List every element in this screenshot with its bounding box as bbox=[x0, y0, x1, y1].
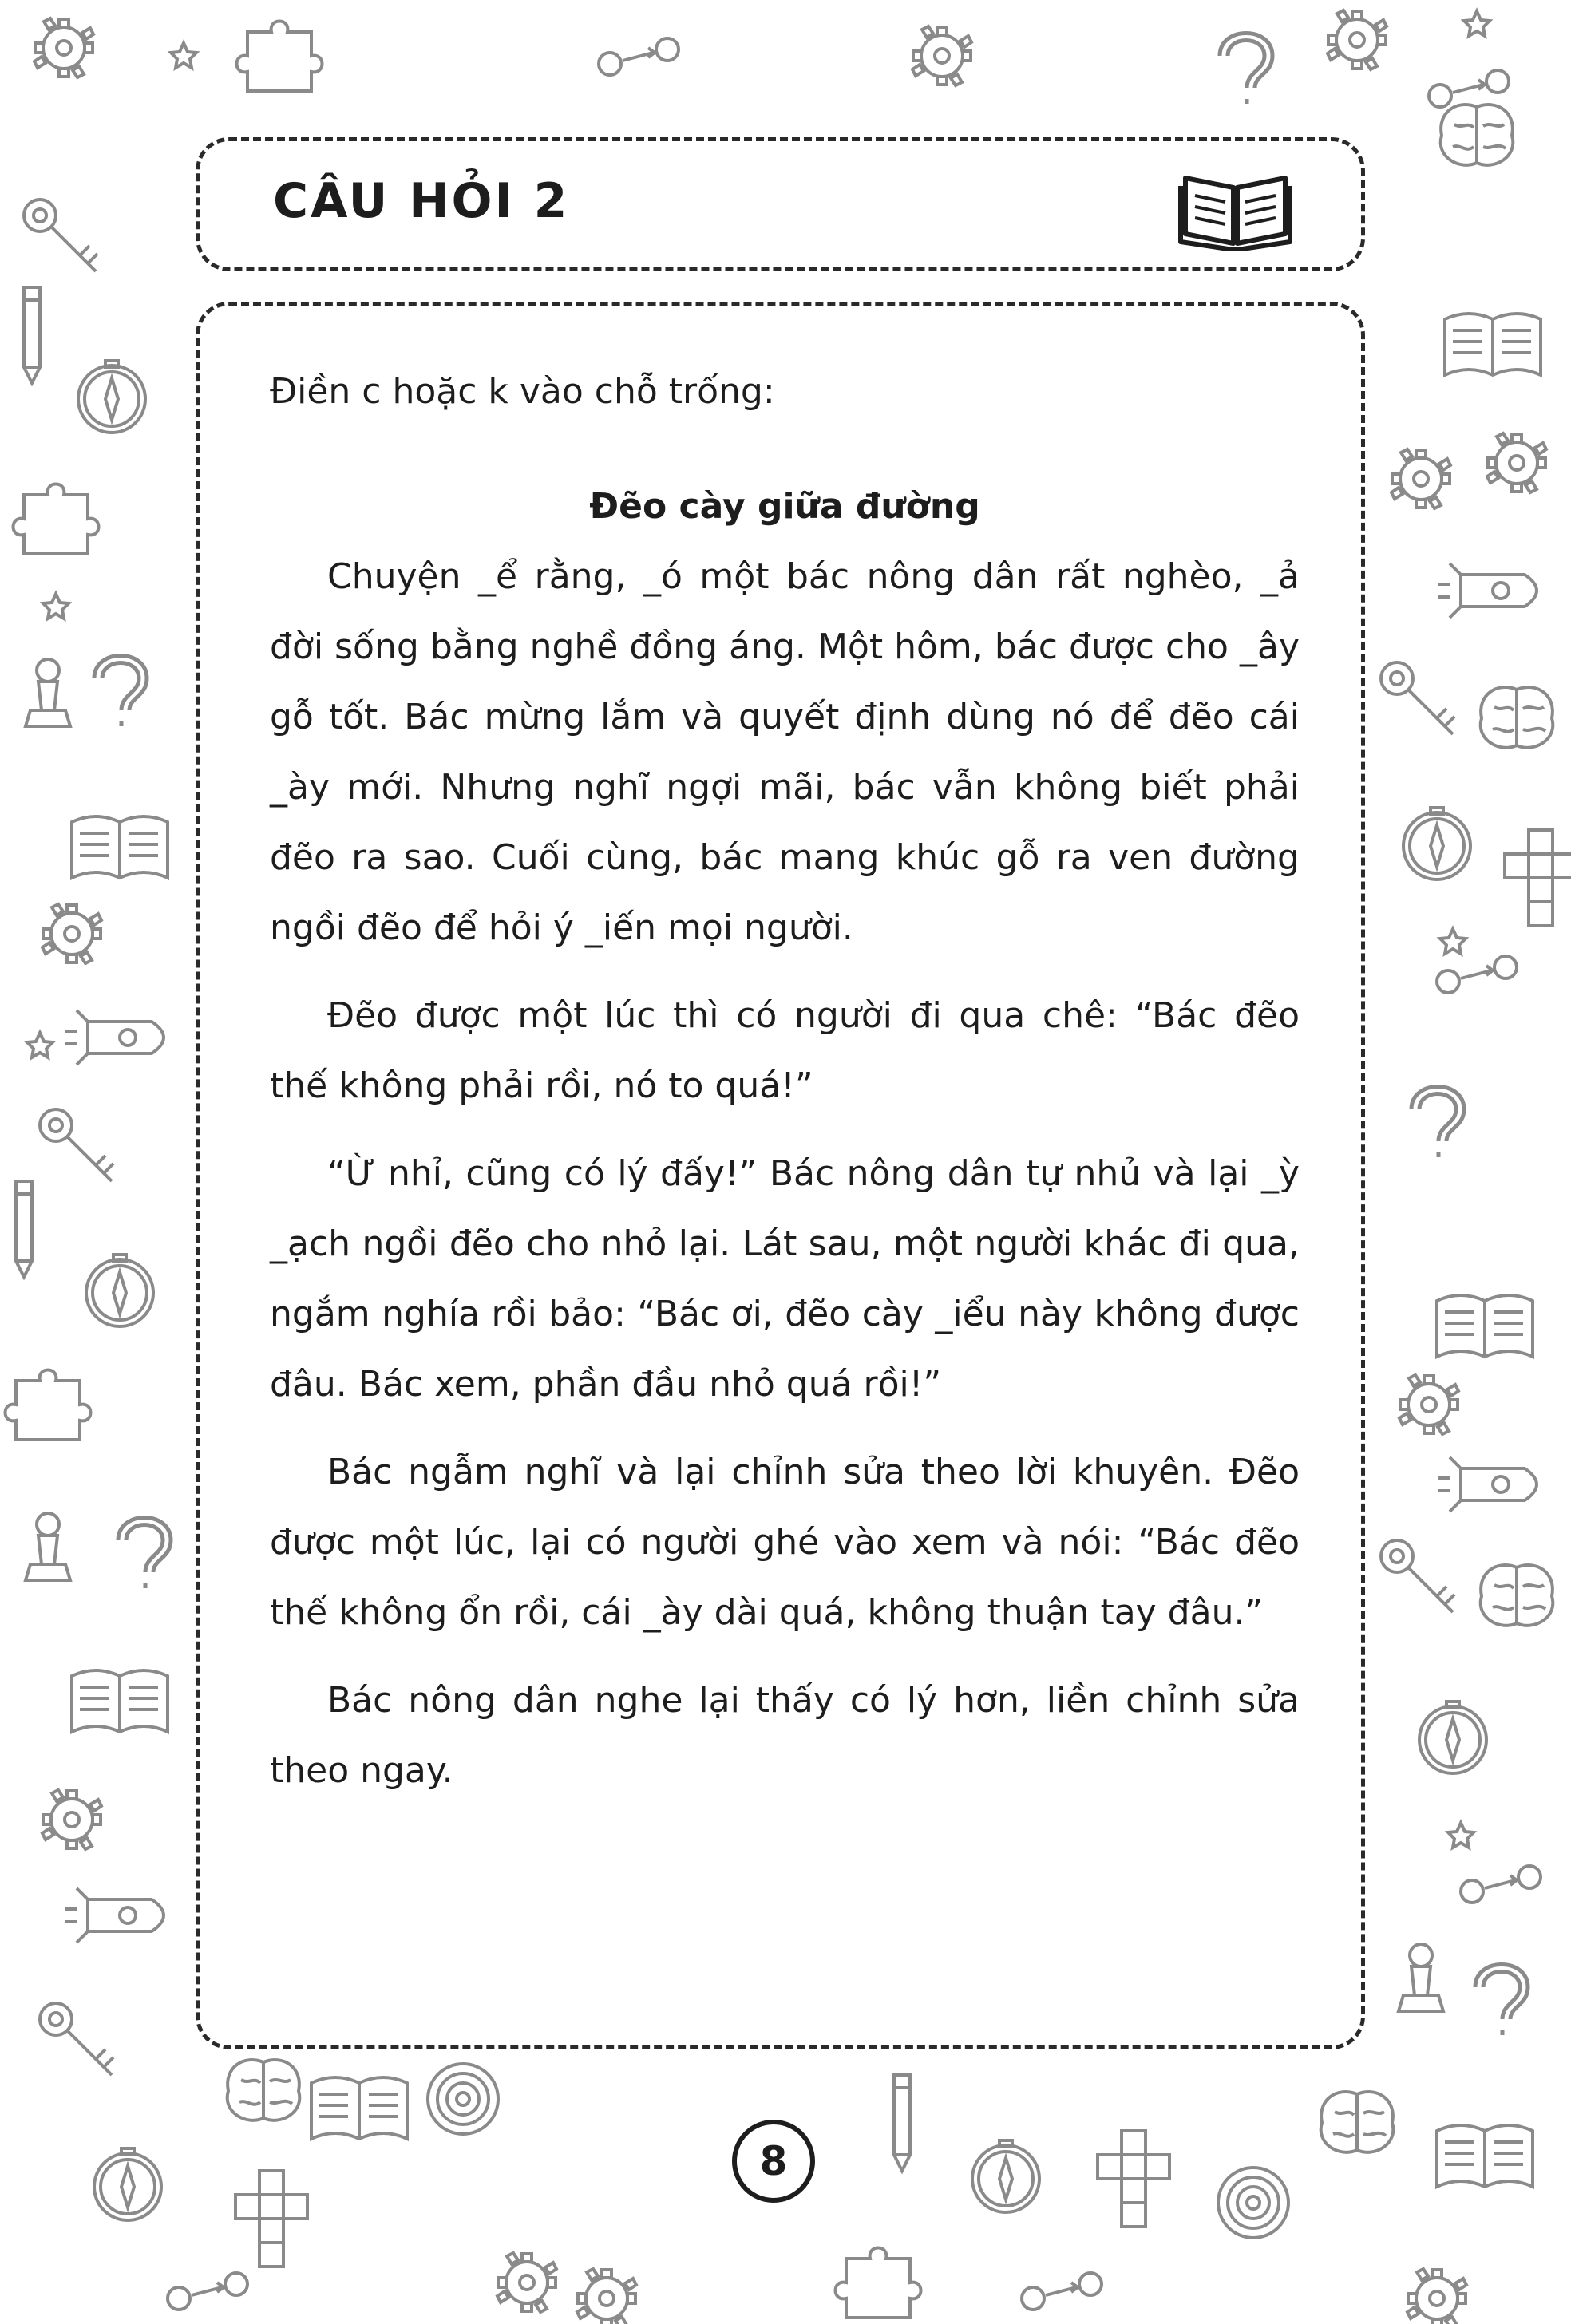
question-title: CÂU HỎI 2 bbox=[273, 173, 570, 229]
story-paragraph: Bác ngẫm nghĩ và lại chỉnh sửa theo lời khuyên. Đẽo được một lúc, lại có người ghé vào xem và nói: “Bác đẽo thế không ổn rồi, cái _ày dài quá, không thuận tay đâu.” bbox=[270, 1452, 1300, 1633]
open-book-icon bbox=[1177, 164, 1293, 251]
story-paragraph: Bác nông dân nghe lại thấy có lý hơn, liền chỉnh sửa theo ngay. bbox=[270, 1680, 1300, 1791]
instruction-text: Điền c hoặc k vào chỗ trống: bbox=[270, 371, 775, 412]
story-paragraph: Đẽo được một lúc thì có người đi qua chê: “Bác đẽo thế không phải rồi, nó to quá!” bbox=[270, 995, 1300, 1106]
question-header bbox=[196, 137, 1365, 271]
question-body bbox=[196, 302, 1365, 2049]
story-paragraph: Chuyện _ể rằng, _ó một bác nông dân rất nghèo, _ả đời sống bằng nghề đồng áng. Một hôm, bác được cho _ây gỗ tốt. Bác mừng lắm và quyết định dùng nó để đẽo cái _ày mới. Nhưng nghĩ ngợi mãi, bác vẫn không biết phải đẽo ra sao. Cuối cùng, bác mang khúc gỗ ra ven đường ngồi đẽo để hỏi ý _iến mọi người. bbox=[270, 556, 1300, 948]
story-paragraph: “Ừ nhỉ, cũng có lý đấy!” Bác nông dân tự nhủ và lại _ỳ _ạch ngồi đẽo cho nhỏ lại. Lát sau, một người khác đi qua, ngắm nghía rồi bảo: “Bác ơi, đẽo cày _iểu này không được đâu. Bác xem, phần đầu nhỏ quá rồi!” bbox=[270, 1153, 1300, 1405]
story-title: Đẽo cày giữa đường bbox=[589, 486, 980, 527]
question-content bbox=[270, 357, 1300, 1824]
page-number: 8 bbox=[732, 2120, 815, 2203]
